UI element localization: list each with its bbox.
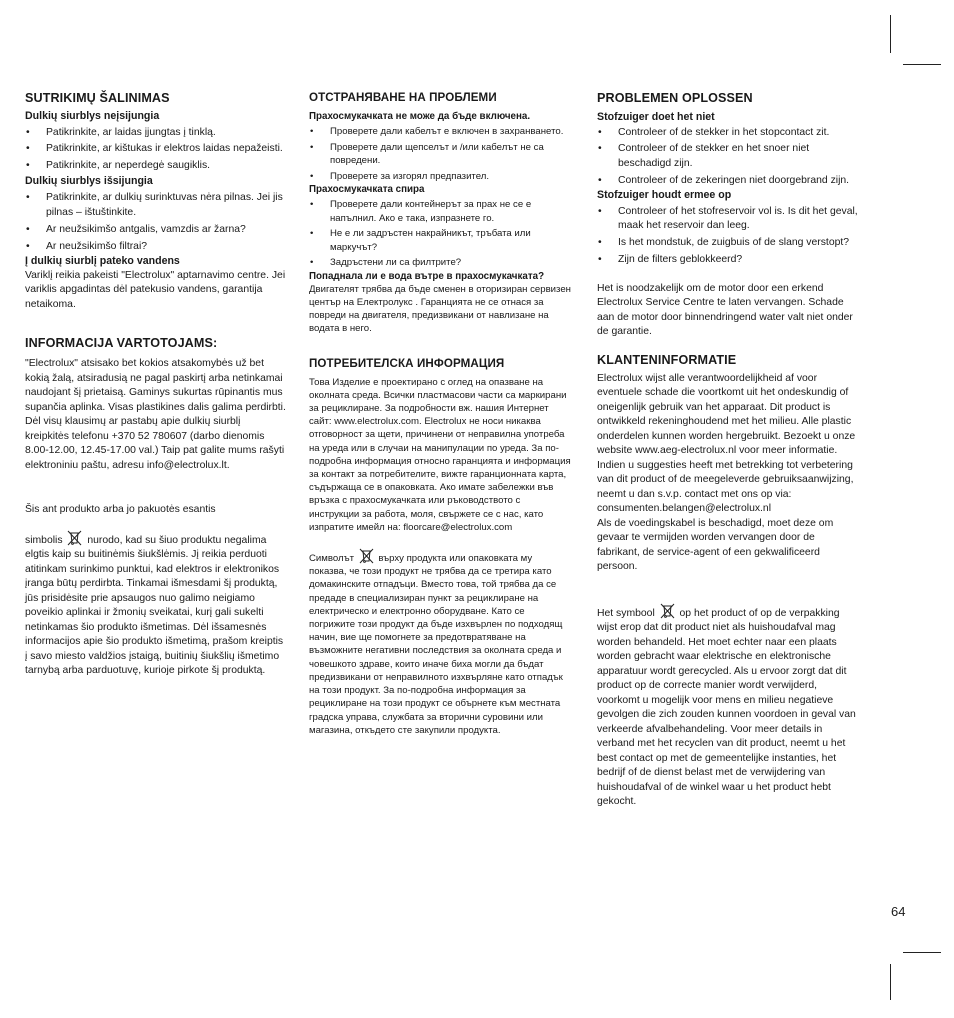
list-item: • Проверете дали кабелът е включен в захранването.	[309, 125, 571, 138]
section-title-troubleshooting: PROBLEMEN OPLOSSEN	[597, 91, 753, 105]
disposal-body: nurodo, kad su šiuo produktu negalima elgtis kaip su buitinėmis šiukšlėmis. Jį reikia perduoti atitinkam surinkimo punktui, kad elektros ir elektronikos įranga būtų perdirbta. Tinkamai išmesdami šį produktą, jūs prisidėsite prie apsaugos nuo galimo neigiamo poveikio aplinkai ir žmonių sveikatai, kurį gali sukelti netinkamas šio produkto išmetimas. Dėl išsamesnės informacijos apie šio produkto išmetimą, prašom kreiptis į savo miesto valdžios įstaigą, buitinių šiukšlių išmetimo tarnybą arba parduotuvę, kurioje pirkote šį produktą.	[25, 534, 284, 677]
list-item: • Patikrinkite, ar neperdegė saugiklis.	[25, 159, 287, 174]
crossed-bin-icon	[359, 548, 374, 564]
crossed-bin-icon	[660, 603, 675, 619]
list-item: • Is het mondstuk, de zuigbuis of de slang verstopt?	[597, 236, 859, 251]
disposal-text	[309, 548, 571, 737]
checklist-stops	[597, 205, 859, 268]
water-text: Двигателят трябва да бъде сменен в оторизиран сервизен център на Електролукс . Гаранцията не се отнася за повреди на двигателя, предизвикани от навлизане на водата в него.	[309, 283, 571, 335]
checklist-stops	[25, 191, 287, 254]
section-title-troubleshooting: ОТСТРАНЯВАНЕ НА ПРОБЛЕМИ	[309, 91, 497, 104]
checklist-not-starting	[597, 126, 859, 189]
list-item: • Проверете дали щепселът и /или кабелът не са повредени.	[309, 141, 571, 167]
list-item: • Patikrinkite, ar laidas įjungtas į tinklą.	[25, 126, 287, 141]
checklist-stops	[309, 198, 571, 269]
crop-mark-top-vertical	[890, 15, 891, 53]
subheading-stops: Stofzuiger houdt ermee op	[597, 189, 732, 202]
page-number: 64	[891, 904, 906, 919]
subheading-not-starting: Прахосмукачката не може да бъде включена.	[309, 111, 531, 122]
subheading-water: Į dulkių siurblį pateko vandens	[25, 255, 180, 268]
crop-mark-bottom-vertical	[890, 964, 891, 1000]
list-item: • Ar neužsikimšo antgalis, vamzdis ar žarna?	[25, 223, 287, 238]
crop-mark-top-horizontal	[903, 64, 941, 65]
list-item: • Controleer of het stofreservoir vol is. Is dit het geval, maak het reservoir dan leeg.	[597, 205, 859, 234]
disposal-text	[597, 603, 859, 810]
power-cord-text: Als de voedingskabel is beschadigd, moet deze om gevaar te vermijden worden vervangen door de fabrikant, de service-agent of een gekwalificeerd persoon.	[597, 517, 834, 573]
symbol-label: Символът	[309, 553, 354, 565]
list-item: • Controleer of de zekeringen niet doorgebrand zijn.	[597, 174, 859, 189]
symbol-intro-text: Šis ant produkto arba jo pakuotės esantis	[25, 504, 216, 516]
disposal-text	[25, 530, 287, 679]
checklist-not-starting	[309, 125, 571, 183]
consumer-info-text: "Electrolux" atsisako bet kokios atsakomybės už bet kokią žalą, atsiradusią ne pagal paskirtį arba netinkamai naudojant šį prietaisą. Gaminys sukurtas rūpinantis mus supančia aplinka. Visas plastikines dalis galima perdirbti. Dėl visų klausimų ar pastabų apie dulkių siurblį kreipkitės telefonu +370 52 780607 (darbo dienomis 8.00-12.00, 12.45-17.00 val.) Taip pat galite mums rašyti elektroniniu paštu, adresu info@electrolux.lt.	[25, 358, 286, 471]
list-item: • Controleer of de stekker in het stopcontact zit.	[597, 126, 859, 141]
consumer-info-text: Това Изделие е проектирано с оглед на опазване на околната среда. Всички пластмасови части са маркирани за рециклиране. За подробности вж. нашия Интернет сайт: www.electrolux.com. Electrolux не носи никаква отговорност за щети, причинени от неправилна употреба на уреда или в случаи на манипулации по уреда. За по-подробна информация относно гаранцията и информация за контакт за потребителите, вижте гаранционната карта, съдържаща се в опаковката. Ако имате забележки във връзка с прахосмукачката или ръководството с инструкции за работа, моля, свържете се с нас, като изпратите имейл на: floorcare@electrolux.com	[309, 376, 571, 533]
section-title-troubleshooting: SUTRIKIMŲ ŠALINIMAS	[25, 91, 170, 105]
section-title-consumer-info: KLANTENINFORMATIE	[597, 352, 737, 367]
section-title-consumer-info: ПОТРЕБИТЕЛСКА ИНФОРМАЦИЯ	[309, 356, 505, 370]
symbol-label: simbolis	[25, 534, 63, 546]
list-item: • Zijn de filters geblokkeerd?	[597, 253, 859, 268]
subheading-not-starting: Stofzuiger doet het niet	[597, 111, 715, 123]
consumer-info-text: Electrolux wijst alle verantwoordelijkheid af voor eventuele schade die voortkomt uit het ondeskundig of oneigenlijk gebruik van het apparaat. Dit product is ontwikkeld rekeninghoudend met het milieu. Alle plastic onderdelen kunnen worden hergebruikt. Bezoekt u onze website www.aeg-electrolux.nl voor meer informatie. Indien u suggesties heeft met betrekking tot verbetering van dit product of de meegeleverde gebruiksaanwijzing, neemt u dan s.v.p. contact met ons op via: consumenten.belangen@electrolux.nl	[597, 372, 856, 515]
list-item: • Проверете за изгорял предпазител.	[309, 170, 571, 183]
column-bulgarian	[309, 88, 571, 737]
list-item: • Patikrinkite, ar dulkių surinktuvas nėra pilnas. Jei jis pilnas – ištuštinkite.	[25, 191, 287, 220]
crossed-bin-icon	[67, 530, 82, 546]
list-item: • Задръстени ли са филтрите?	[309, 256, 571, 269]
water-text: Het is noodzakelijk om de motor door een erkend Electrolux Service Centre te laten vervangen. Schade aan de motor door binnendringend water valt niet onder de garantie.	[597, 282, 853, 338]
disposal-body: върху продукта или опаковката му показва, че този продукт не трябва да се третира като домакинските отпадъци. Вместо това, той трябва да се предаде в специализиран пункт за рециклиране на електрическо и електронно оборудване. Като се погрижите този продукт да бъде изхвърлен по подходящ начин, вие ще помогнете за предотвратяване на възможните негативни последствия за околната среда и човешкото здраве, които иначе биха могли да бъдат предизвикани от неправилното изхвърляне като отпадък на този продукт. За по-подробна информация за рециклиране на този продукт се обърнете към местната градска управа, службата за вторични суровини или магазина, откъдето сте закупили продукта.	[309, 553, 563, 736]
crop-mark-bottom-horizontal	[903, 952, 941, 953]
subheading-water: Попаднала ли е вода вътре в прахосмукачката?	[309, 270, 545, 282]
subheading-stops: Прахосмукачката спира	[309, 184, 425, 196]
water-text: Variklį reikia pakeisti "Electrolux" aptarnavimo centre. Jei variklis apgadintas dėl patekusio vandens, garantija netaikoma.	[25, 269, 286, 310]
checklist-not-starting	[25, 126, 287, 174]
list-item: • Не е ли задръстен накрайникът, тръбата или маркучът?	[309, 227, 571, 253]
symbol-label: Het symbool	[597, 607, 655, 619]
list-item: • Ar neužsikimšo filtrai?	[25, 240, 287, 255]
list-item: • Проверете дали контейнерът за прах не се е напълнил. Ако е така, изпразнете го.	[309, 198, 571, 224]
subheading-stops: Dulkių siurblys išsijungia	[25, 174, 153, 187]
list-item: • Controleer of de stekker en het snoer niet beschadigd zijn.	[597, 142, 859, 171]
section-title-consumer-info: INFORMACIJA VARTOTOJAMS:	[25, 336, 218, 351]
column-dutch	[597, 88, 859, 810]
list-item: • Patikrinkite, ar kištukas ir elektros laidas nepažeisti.	[25, 142, 287, 157]
subheading-not-starting: Dulkių siurblys neįsijungia	[25, 110, 160, 122]
disposal-body: op het product of op de verpakking wijst erop dat dit product niet als huishoudafval mag worden behandeld. Het moet echter naar een plaats worden gebracht waar elektrische en elektronische apparatuur wordt gerecycled. Als u ervoor zorgt dat dit product op de correcte manier wordt verwijderd, voorkomt u mogelijk voor mens en milieu negatieve gevolgen die zich zouden kunnen voordoen in geval van verkeerde afvalbehandeling. Voor meer details in verband met het recyclen van dit product, neemt u het best contact op met de gemeentelijke instanties, het bedrijf of de dienst belast met de verwijdering van huishoudafval of de winkel waar u het product hebt gekocht.	[597, 607, 856, 808]
column-lithuanian	[25, 88, 287, 679]
